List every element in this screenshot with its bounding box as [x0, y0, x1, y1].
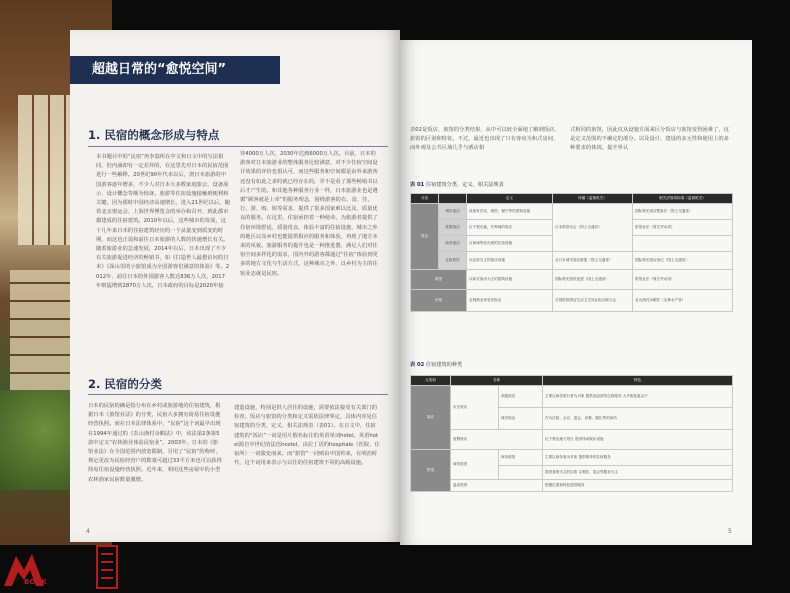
- table-1-header-row: [411, 194, 733, 204]
- table-cell: 提供食物为主的住宿 以餐饮、宴会等服务为主: [543, 466, 733, 480]
- table-cell: 全国旅馆酒店生活卫生同业组合联合会: [553, 290, 633, 312]
- table-1-header: 分类: [411, 194, 439, 204]
- table-cell: 位于观光地与景区 提供休闲娱乐设施: [543, 430, 733, 450]
- section-1-heading: 1. 民宿的概念形成与特点: [88, 128, 220, 142]
- table-cell: 以住宿为主的饭店设施: [467, 252, 553, 270]
- table-2-header: 名称: [451, 376, 543, 386]
- page-title: 超越日常的“愈悦空间”: [70, 56, 280, 84]
- table-1-header: 所属（监督机关）: [553, 194, 633, 204]
- table-cell: 主要以商务旅行者为对象 提供高品质的住宿服务 大多配备宴会厅: [543, 386, 733, 408]
- table-cell: 在商城等处出现的住宿设施: [467, 236, 553, 252]
- table-row: [411, 270, 733, 290]
- table-row: [411, 290, 733, 312]
- section-2-rule: [88, 394, 388, 395]
- right-intro-col-2: 式相同的旅馆，因此仅从设施方面来区分饭店与旅馆变得困难了，这是定义范围的不确定的部分。以及设计、建设的多元性和使用上的多种要求的体现。提升界认: [570, 127, 729, 152]
- table-row: [411, 430, 733, 450]
- table-cell: 度假饭店: [439, 220, 467, 236]
- table-cell: 市区饭店: [451, 386, 499, 430]
- table-cell: 城市饭店: [439, 204, 467, 220]
- table-2-header: 大类别: [411, 376, 451, 386]
- table-2-number: 表 02: [410, 362, 425, 368]
- table-cell: 农山渔村余暇法（农林水产省）: [633, 290, 733, 312]
- table-cell: 根据位置和特色提供服务: [543, 480, 733, 492]
- table-cell: 位于观光地，疗养地的饭店: [467, 220, 553, 236]
- table-cell: 旅馆业法（厚生劳动省）: [633, 270, 733, 290]
- right-page-number: 5: [728, 528, 732, 535]
- table-2: [410, 375, 733, 492]
- table-row: [411, 204, 733, 220]
- section-2-heading: 2. 民宿的分类: [88, 377, 162, 391]
- table-2-caption: [410, 361, 462, 368]
- left-col-1-text: 本书题目中的“民宿”再李翁所在中文和日文中的写法相同，但内涵却有一定差异的，在这里先对日本的民宿范围进行一些解释。20世纪90年代末以后，剖日本旅游的中国游客逐年增多，不少人对日本大多数家庭旅公、设备展示、设计概念等颇为惊讶。旅游等住宿设施接触到便利和关键。因为那时中国经济高速增长，进入21世纪以后，随着北京奥运会、上海世界博览会的举办和召开，到此都市都建成的住宿建筑。2010年以后，这些城市的发展，这十几年来日本的住宿建筑经历的一个从量变到质变的时期，而这也正说和前往日本旅游的人数的快速增长有关。随着旅游业的急速发展，2014年以后，日本出现了不少有关旅游促进经济的畅销书，如《打造世人最想访问的日本》《深山里的小旅馆成为全国游客们满意的体验》等。2012年，前往日本的外国游客人数达836万人次，2017年则猛增到2870万人次，日本政府的目标是2020年接: [96, 154, 230, 289]
- table-cell: [499, 466, 543, 480]
- table-row: [411, 450, 733, 466]
- table-2-title: 住宿建筑的种类: [425, 362, 463, 368]
- table-row: [411, 480, 733, 492]
- table-1-number: 表 01: [410, 182, 425, 188]
- left-col-4-text: 建造设施，特别是供人居住的设施，需要依法接受有关部门的检查。饭店与旅馆的分类和定义需依法律界定，具体内容见住宿建筑的分类、定义、相关法规表（表01）。在日文中，住宿建筑的“饭店”一词是用片假名标注的英语单词hotel。英语hotel源自中世纪的法语hostel，由拉丁语的hospitale（医院、住宿所）一词演变而来。而“旅馆”一词则由中国传来，在明治时代，这个词用来表示与以往的住宿建筑不同的高级设施。: [234, 405, 380, 467]
- table-cell: 国际观光饭店登记（国土交通省）: [633, 252, 733, 270]
- table-cell: 住宿旅馆: [439, 252, 467, 270]
- table-cell: 度假饭店: [451, 430, 543, 450]
- left-page-number: 4: [86, 528, 90, 535]
- table-cell: 温泉旅馆: [451, 480, 543, 492]
- table-cell: 城市旅馆: [451, 450, 499, 480]
- left-col-3-text: 日本的民宿的确是指分布在乡村或旅游地的住宿建筑，根据日本《旅馆业法》的分类，民宿大多拥有简易住宿设施经营执照。而在日本法律体系中，“民宿”这个词最早出现在1994年通过的《农山渔村余暇法》中，该法第2条第5款中定义“农林渔业体验民宿业”。2003年，日本的《旅馆业法》在全国范围内放宽限制，引用了“民宿”的称呼，规定更改为民宿经营户的数量可超过33平方米也可以获得简易住宿设施经营执照。近年来，利用这些房屋中的小型农林渔家民宿数量激增。: [88, 403, 222, 483]
- table-row: [411, 252, 733, 270]
- table-cell: 饭店: [411, 386, 451, 450]
- table-cell: 作为住宿、会议、宴会、用餐、婚礼等的场所: [543, 408, 733, 430]
- table-1-caption: [410, 181, 504, 188]
- left-col-2-text: 待4000万人次，2030年达到6000万人次。目前，日本的游客对日本旅游业的整体服务比较满意，对不少住宿空间设计效果的评价也很认可，而这些服务和空间都是由外来游客还没有如此之多时就已经存在的，并不是看了那些畅销书以后才产生的。和其他各种服务行业一样，日本旅游业也是遵循“顾客就是上帝”的服务理念，围绕游客的衣、食、住、行、游、购、娱等需求，提供了很多国家难以比及、质量优良的服务。在这里，住宿承担着一种使命，为旅游者提供了住宿环境舒适、质量优良、体验丰富的住宿设施，城市之外的地区以及乡村也能提供相应的服务和体验，再现了地方本来的风貌。旅游服务的提升也是一种推进器，满足人们对住宿空间多样化的需求，国内外的游客都通过“住宿”体验到更多的地方文化与生活方式，这种城市之外、以乡村为主的住宿业态就是民宿。: [240, 151, 378, 277]
- section-1-rule: [88, 146, 388, 147]
- table-2-header: 特色: [543, 376, 733, 386]
- table-1-header: 相关法规或标准（监督机关）: [633, 194, 733, 204]
- table-cell: 国际观光饭店整备法（国土交通省）: [633, 204, 733, 220]
- table-cell: 高级饭店: [499, 386, 543, 408]
- table-cell: 农林渔业体验民宿业: [467, 290, 553, 312]
- table-cell: 旅馆业法（厚生劳动省）: [633, 220, 733, 236]
- table-cell: 旅馆: [411, 450, 451, 492]
- table-row: [411, 386, 733, 408]
- publisher-logo-text: BOOK: [24, 578, 47, 586]
- table-cell: 主要以商务客为对象 提供简单的住宿服务: [543, 450, 733, 466]
- table-1-header: 定义: [467, 194, 553, 204]
- table-1: [410, 193, 733, 312]
- table-cell: 国际观光旅馆连盟（国土交通省）: [553, 270, 633, 290]
- table-cell: 设备有洋室、餐馆，餐厅等的建筑设施: [467, 204, 553, 220]
- table-cell: 城市饭店: [499, 408, 543, 430]
- table-cell: 以和式客房为主的建筑设施: [467, 270, 553, 290]
- table-1-header: [439, 194, 467, 204]
- right-intro-col-1: 表02是饭店、旅馆的分类结果，从中可以较全面地了解到饭店、旅馆的区别和特征。不过，最近也出现了只有客房为和式房间、而外观及公共区域几乎与酒店相: [410, 127, 560, 152]
- table-cell: 旅馆: [411, 270, 467, 290]
- table-cell: 商务饭店: [439, 236, 467, 252]
- seal-stamp-icon: [96, 545, 118, 589]
- table-cell: 民宿: [411, 290, 467, 312]
- table-cell: [633, 236, 733, 252]
- table-cell: 商务旅馆: [499, 450, 543, 466]
- table-1-title: 住宿建筑分类、定义、相关法规表: [425, 182, 504, 188]
- table-cell: 全日本城市饭店联盟（国土交通省）: [553, 252, 633, 270]
- table-cell: 日本旅馆协会（国土交通省）: [553, 204, 633, 252]
- table-2-header-row: [411, 376, 733, 386]
- table-cell: 饭店: [411, 204, 439, 270]
